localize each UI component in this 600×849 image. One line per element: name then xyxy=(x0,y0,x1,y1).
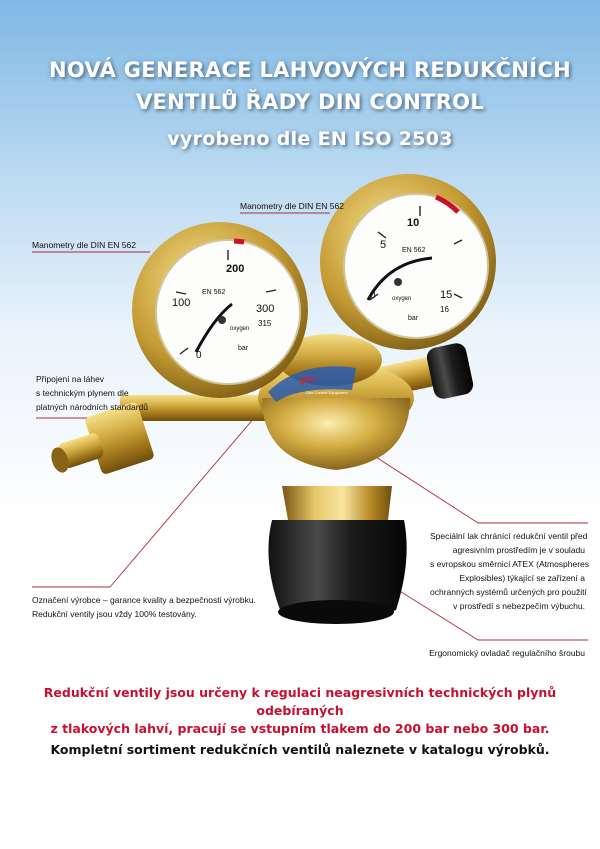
callout-labeling xyxy=(32,593,256,621)
gauge-left-tick-100: 100 xyxy=(172,297,191,309)
gauge-right-gas: oxygen xyxy=(392,296,412,302)
gauge-right-tick-16: 16 xyxy=(440,305,449,314)
callout-text: platných národních standardů xyxy=(36,402,148,412)
gauge-left-tick-315: 315 xyxy=(258,319,272,328)
gauge-left-tick-300: 300 xyxy=(256,303,275,315)
gce-tagline: Gas Control Equipment xyxy=(306,390,348,395)
gauge-left-gas: oxygen xyxy=(230,326,250,332)
callout-text: agresivním prostředím je v souladu xyxy=(452,545,585,555)
callout-text: Ergonomický ovladač regulačního šroubu xyxy=(429,648,585,658)
callout-text: Redukční ventily jsou vždy 100% testovány. xyxy=(32,609,197,619)
gauge-left-tick-200: 200 xyxy=(226,263,245,275)
catalog-note: Kompletní sortiment redukčních ventilů naleznete v katalogu výrobků. xyxy=(50,742,550,757)
callout-lacquer xyxy=(430,529,590,613)
gauge-right-tick-0: 0 xyxy=(370,290,376,301)
description-red xyxy=(20,684,580,738)
callout-ergonomic xyxy=(420,646,585,660)
gauge-right-tick-15: 15 xyxy=(440,289,453,301)
description-line-2: z tlakových lahví, pracují se vstupním tlakem do 200 bar nebo 300 bar. xyxy=(50,721,550,736)
callout-manometer-left xyxy=(32,238,136,252)
gauge-left-tick-0: 0 xyxy=(196,350,202,361)
gauge-right-tick-10: 10 xyxy=(407,217,420,229)
pressure-gauge-right xyxy=(320,174,496,350)
description-line-1: Redukční ventily jsou určeny k regulaci neagresivních technických plynů odebíraných xyxy=(43,685,557,718)
gauge-left-standard: EN 562 xyxy=(202,289,226,296)
headline-subtitle: vyrobeno dle EN ISO 2503 xyxy=(167,128,453,150)
callout-text: s technickým plynem dle xyxy=(36,388,129,398)
gauge-right-tick-5: 5 xyxy=(380,239,387,251)
headline-line-2: VENTILŮ ŘADY DIN CONTROL xyxy=(135,90,485,114)
headline-line-1: NOVÁ GENERACE LAHVOVÝCH REDUKČNÍCH xyxy=(49,58,571,82)
callout-manometer-right xyxy=(240,199,344,213)
callout-text: Připojení na láhev xyxy=(36,374,105,384)
regulator-body xyxy=(258,334,414,624)
pressure-gauge-left xyxy=(132,222,308,398)
callout-text: ochranných systémů určených pro použití xyxy=(430,587,587,597)
callout-text: Explosibles) týkající se zařízení a xyxy=(459,573,585,583)
gce-logo: gce xyxy=(300,374,316,384)
gauge-left-unit: bar xyxy=(238,345,249,352)
callout-text: Speciální lak chránící redukční ventil před xyxy=(430,531,588,541)
callout-text: s evropskou směrnicí ATEX (Atmospheres xyxy=(430,559,590,569)
callout-text: v prostředí s nebezpečím výbuchu. xyxy=(453,601,585,611)
callout-text: Manometry dle DIN EN 562 xyxy=(32,240,136,250)
gauge-right-standard: EN 562 xyxy=(402,247,426,254)
callout-text: Manometry dle DIN EN 562 xyxy=(240,201,344,211)
callout-connection xyxy=(36,372,148,414)
callout-text: Označení výrobce – garance kvality a bezpečnosti výrobku. xyxy=(32,595,256,605)
gauge-right-unit: bar xyxy=(408,315,419,322)
